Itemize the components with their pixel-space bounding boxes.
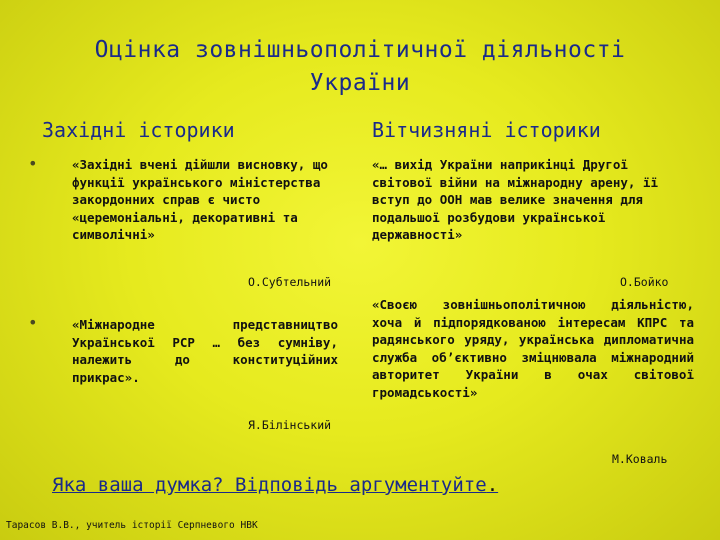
author-credit: Тарасов В.В., учитель історії Серпневого НВК: [6, 520, 258, 531]
western-historians-heading: Західні історики: [42, 118, 235, 142]
quote-bilinsky: «Міжнародне представництво Української РСР … без сумніву, належить до конституційних прикрас».: [72, 317, 338, 385]
title-line-1: Оцінка зовнішньополітичної діяльності: [94, 37, 626, 63]
author-subtelny: О.Субтельний: [248, 275, 332, 289]
title-line-2: України: [309, 70, 411, 96]
bullet-marker: •: [28, 154, 38, 173]
slide-title: [20, 34, 700, 100]
quote-koval: «Своєю зовнішньополітичною діяльністю, хоча й підпорядкованою інтересам КПРС та радянського уряду, українська дипломатична служба об’єктивно зміцнювала міжнародний авторитет України в очах світової громадськості»: [372, 297, 694, 400]
author-koval: М.Коваль: [612, 452, 668, 466]
discussion-question: [52, 474, 498, 496]
author-bilinsky: Я.Білінський: [248, 418, 332, 432]
question-period: .: [486, 474, 499, 496]
question-text: Яка ваша думка? Відповідь аргументуйте: [52, 474, 487, 496]
bullet-marker: •: [28, 313, 38, 332]
quote-boyko: «… вихід України наприкінці Другої світової війни на міжнародну арену, її вступ до ООН мав велике значення для подальшої розбудови української державності»: [372, 157, 658, 242]
author-boyko: О.Бойко: [620, 275, 669, 289]
quote-subtelny: «Західні вчені дійшли висновку, що функції українського міністерства закордонних справ є чисто «церемоніальні, декоративні та символічні»: [72, 157, 328, 242]
domestic-historians-heading: Вітчизняні історики: [372, 118, 601, 142]
